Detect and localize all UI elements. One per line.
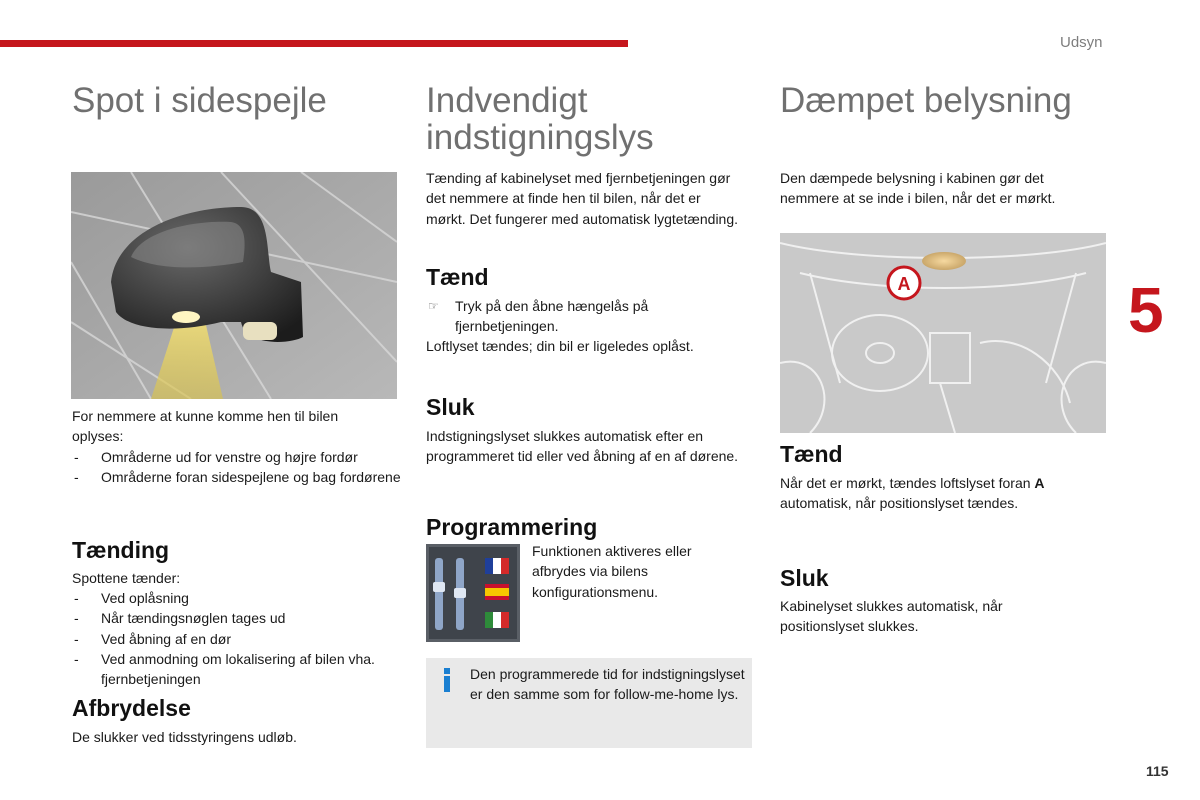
programmering-text: Funktionen aktiveres eller afbrydes via bilens konfigurationsmenu.	[532, 543, 692, 600]
config-menu-image	[426, 544, 520, 642]
heading-taend: Tænd	[426, 264, 489, 290]
list-item: - Ved åbning af en dør	[72, 629, 402, 649]
cabin-image	[780, 233, 1106, 433]
sluk-col3-text: Kabinelyset slukkes automatisk, når positionslyset slukkes.	[780, 598, 1003, 635]
step-item: ☞ Tryk på den åbne hængelås på fjernbetjeningen.	[426, 296, 726, 337]
taend-steps	[426, 296, 726, 337]
col1-intro: For nemmere at kunne komme hen til bilen oplyses:	[72, 408, 339, 445]
heading-taend-col3: Tænd	[780, 441, 843, 467]
info-text: Den programmerede tid for indstigningslyset er den samme som for follow-me-home lys.	[470, 666, 745, 703]
list-item: - Ved anmodning om lokalisering af bilen vha. fjernbetjeningen	[72, 649, 402, 690]
mirror-spot-image	[71, 172, 397, 399]
col3-intro: Den dæmpede belysning i kabinen gør det nemmere at se inde i bilen, når det er mørkt.	[780, 170, 1056, 207]
header-accent-bar	[0, 40, 628, 47]
text-part: Når det er mørkt, tændes loftslyset foran	[780, 475, 1035, 491]
title-spot-sidespejle: Spot i sidespejle	[72, 81, 327, 120]
afbrydelse-text: De slukker ved tidsstyringens udløb.	[72, 729, 297, 745]
heading-afbrydelse: Afbrydelse	[72, 695, 191, 721]
info-icon	[441, 668, 453, 692]
taend-result: Loftlyset tændes; din bil er ligeledes oplåst.	[426, 338, 694, 354]
text-part: automatisk, når positionslyset tændes.	[780, 495, 1019, 512]
section-label: Udsyn	[1060, 34, 1103, 51]
list-item: - Ved oplåsning	[72, 588, 402, 608]
sluk-text: Indstigningslyset slukkes automatisk efter en programmeret tid eller ved åbning af en af dørene.	[426, 428, 739, 465]
chapter-number: 5	[1128, 274, 1164, 346]
col2-intro: Tænding af kabinelyset med fjernbetjeningen gør det nemmere at finde hen til bilen, når det er mørkt. Det fungerer med automatisk lygtetænding.	[426, 170, 739, 227]
heading-sluk-col3: Sluk	[780, 565, 829, 591]
list-item: - Områderne ud for venstre og højre fordør	[72, 447, 402, 467]
page-number: 115	[1146, 763, 1169, 779]
taending-lead: Spottene tænder:	[72, 570, 181, 586]
taending-list	[72, 588, 402, 689]
heading-sluk: Sluk	[426, 394, 475, 420]
col1-intro-list	[72, 447, 402, 488]
taend-col3-text	[780, 473, 1100, 514]
list-item: - Når tændingsnøglen tages ud	[72, 608, 402, 628]
heading-programmering: Programmering	[426, 514, 598, 540]
text-bold-a: A	[1034, 475, 1045, 491]
heading-taending: Tænding	[72, 537, 170, 563]
title-indstigningslys: Indvendigt indstigningslys	[426, 81, 654, 157]
callout-a-label: A	[897, 274, 911, 294]
title-daempet-belysning: Dæmpet belysning	[780, 81, 1072, 120]
list-item: - Områderne foran sidespejlene og bag fordørene	[72, 467, 402, 487]
